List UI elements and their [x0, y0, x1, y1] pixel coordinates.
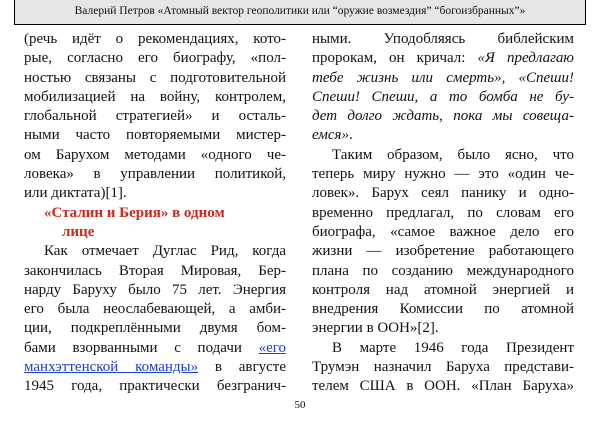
text-line: его была неослабевающей, а амби-	[24, 301, 286, 318]
text-line: ными часто повторяемыми мистер-	[24, 127, 286, 144]
text-line: нарду Баруху было 75 лет. Энергия	[24, 281, 286, 298]
text-line: энергии в ООН»[2].	[312, 320, 439, 337]
section-heading: «Сталин и Берия» в одном	[44, 204, 225, 221]
footnote-link-continued[interactable]: манхэттенской команды»	[24, 359, 199, 376]
quote-line-end	[312, 126, 574, 145]
text-line: закончилась Вторая Мировая, Бер-	[24, 262, 286, 279]
quote-run: емся»	[312, 127, 349, 144]
text-line: биографа, «самое важное дело его	[312, 223, 574, 240]
text-line: телем США в ООН. «План Баруха»	[312, 378, 574, 395]
text-line: контроля над атомной энергией и	[312, 281, 574, 298]
footnote-link[interactable]: «его	[258, 339, 286, 356]
right-column	[312, 30, 574, 397]
text-line: или диктата)[1].	[24, 185, 127, 202]
quote-line: Спеши! Спеши, а то бомба не бу-	[312, 88, 574, 105]
text-line: В марте 1946 года Президент	[332, 339, 574, 356]
left-column	[24, 30, 286, 397]
text-line: Трумэн назначил Баруха представи-	[312, 359, 574, 376]
text-line: ловек». Барух сеял панику и одно-	[312, 185, 574, 202]
text-line: ловека» в управлении политикой,	[24, 166, 286, 183]
text-run: бами взорванными с подачи	[24, 339, 242, 356]
text-run: пророкам, он кричал:	[312, 50, 466, 67]
text-line: ными. Уподобляясь библейским	[312, 31, 574, 47]
text-line: теперь миру нужно — это «один че-	[312, 166, 574, 183]
text-run: .	[349, 127, 353, 144]
text-line-mixed	[312, 49, 574, 68]
text-line: (речь идёт о рекомендациях, кото-	[24, 31, 286, 47]
text-line: 1945 года, практически безгранич-	[24, 378, 286, 395]
text-line: Как отмечает Дуглас Рид, когда	[44, 243, 286, 260]
quote-run: «Я предлагаю	[477, 50, 574, 67]
text-line: плана по созданию международного	[312, 262, 574, 279]
text-run: в августе	[214, 359, 286, 376]
text-line: мобилизацией на войну, контролем,	[24, 88, 286, 105]
text-line-with-link	[24, 358, 286, 377]
text-line: глобальной стратегией» и осталь-	[24, 108, 286, 125]
text-line: рые, согласно его биографу, «пол-	[24, 50, 286, 67]
text-line-with-link	[24, 339, 286, 358]
text-line: ции, подкреплёнными двумя бом-	[24, 320, 286, 337]
quote-line: тебе жизнь или смерть», «Спеши!	[312, 69, 574, 86]
text-line: ностью связаны с подготовительной	[24, 69, 286, 86]
page-number: 50	[294, 399, 306, 411]
text-line: ом Барухом методами «одного че-	[24, 146, 286, 163]
quote-line: дет долго ждать, пока мы совеща-	[312, 108, 574, 125]
text-line: временно предлагал, по словам его	[312, 204, 574, 221]
text-line: Таким образом, было ясно, что	[332, 146, 574, 163]
running-head: Валерий Петров «Атомный вектор геополитики или “оружие возмездия” “богоизбранных”»	[14, 0, 586, 25]
text-line: жизни — изобретение работающего	[312, 243, 574, 260]
section-heading-continued: лице	[62, 223, 95, 240]
text-line: внедрения Комиссии по атомной	[312, 301, 574, 318]
